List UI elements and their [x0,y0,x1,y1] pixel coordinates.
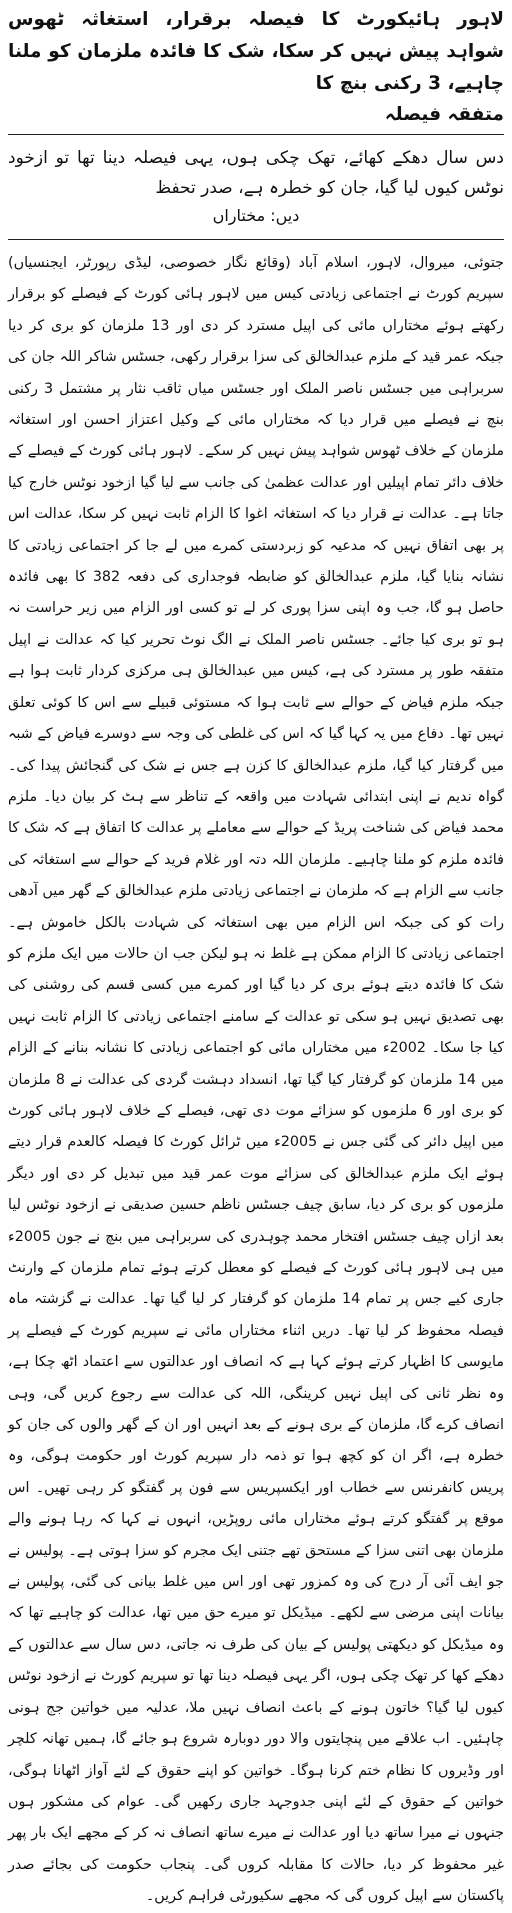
article-subheadline: دس سال دھکے کھائے، تھک چکی ہوں، یہی فیصلہ دینا تھا تو ازخود نوٹس کیوں لیا گیا، جان کو خطرہ ہے، صدر تحفظ [8,148,504,198]
article-headline-continuation: متفقہ فیصلہ [384,104,504,125]
article-subheadline-continuation: دیں: مختاراں [212,206,300,225]
headline-divider [8,134,504,135]
subheadline-divider [8,239,504,240]
article-headline: لاہور ہائیکورٹ کا فیصلہ برقرار، استغاثہ ٹھوس شواہد پیش نہیں کر سکا، شک کا فائدہ ملزمان کو ملنا چاہیے، 3 رکنی بنچ کا [8,9,504,94]
article-body: جتوئی، میروال، لاہور، اسلام آباد (وقائع نگار خصوصی، لیڈی رپورٹر، ایجنسیاں) سپریم کورٹ نے اجتماعی زیادتی کیس میں لاہور ہائی کورٹ کے فیصلے کو برقرار رکھتے ہوئے مختاراں مائی کی اپیل مسترد کر دی اور 13 ملزمان کو بری کر دیا جبکہ عمر قید کے ملزم عبدالخالق کی سزا برقرار رکھی، جسٹس شاکر اللہ جان کی سربراہی میں جسٹس ناصر الملک اور جسٹس میاں ثاقب نثار پر مشتمل 3 رکنی بنچ نے فیصلے میں قرار دیا کہ مختاراں مائی کے وکیل اعتزاز احسن اور استغاثہ ملزمان کے خلاف ٹھوس شواہد پیش نہیں کر سکے۔ لاہور ہائی کورٹ کے فیصلے کے خلاف دائر تمام اپیلیں اور عدالت عظمیٰ کی جانب سے لیا گیا ازخود نوٹس خارج کیا جاتا ہے۔ عدالت نے قرار دیا کہ استغاثہ اغوا کا الزام ثابت نہیں کر سکا، عدالت اس پر بھی اتفاق نہیں کہ مدعیہ کو زبردستی کمرے میں لے جا کر اجتماعی زیادتی کا نشانہ بنایا گیا، ملزم عبدالخالق کو ضابطہ فوجداری کی دفعہ 382 کا بھی فائدہ حاصل ہو گا، جب وہ اپنی سزا پوری کر لے تو کسی اور الزام میں زیر حراست نہ ہو تو بری کیا جائے۔ جسٹس ناصر الملک نے الگ نوٹ تحریر کیا کہ عدالت نے اپیل متفقہ طور پر مسترد کی ہے، کیس میں عبدالخالق ہی مرکزی کردار ثابت ہوا ہے جبکہ ملزم فیاض کے حوالے سے ثابت ہوا کہ مستوئی قبیلے سے اس کا کوئی تعلق نہیں تھا۔ دفاع میں یہ کہا گیا کہ اس کی غلطی کی وجہ سے دوسرے فیاض کے شبہ میں گرفتار کیا گیا، ملزم عبدالخالق کا کزن ہے جس نے شک کی گنجائش پیدا کی۔ گواہ ندیم نے اپنی ابتدائی شہادت میں واقعہ کے تناظر سے ہٹ کر بیان دیا۔ ملزم محمد فیاض کی شناخت پریڈ کے حوالے سے معاملے پر عدالت کا اتفاق ہے کہ شک کا فائدہ ملزم کو ملنا چاہیے۔ ملزمان اللہ دتہ اور غلام فرید کے حوالے سے استغاثہ کی جانب سے الزام ہے کہ ملزمان نے اجتماعی زیادتی ملزم عبدالخالق کے گھر میں آدھی رات کو کی جبکہ اس الزام میں بھی استغاثہ کی شہادت بالکل خاموش ہے۔ اجتماعی زیادتی کا الزام ممکن ہے غلط نہ ہو لیکن جب ان حالات میں ایک ملزم کو شک کا فائدہ دیتے ہوئے بری کر دیا گیا اور کمرے میں کسی قسم کی روشنی کی بھی تصدیق نہیں ہو سکی تو عدالت کے سامنے اجتماعی زیادتی کا الزام ثابت نہیں کیا جا سکا۔ 2002ء میں مختاراں مائی کو اجتماعی زیادتی کا نشانہ بنانے کے الزام میں 14 ملزمان کو گرفتار کیا گیا تھا، انسداد دہشت گردی کی عدالت نے 8 ملزمان کو بری اور 6 ملزموں کو سزائے موت دی تھی، فیصلے کے خلاف لاہور ہائی کورٹ میں اپیل دائر کی گئی جس نے 2005ء میں ٹرائل کورٹ کا فیصلہ کالعدم قرار دیتے ہوئے ایک ملزم عبدالخالق کی سزائے موت عمر قید میں تبدیل کر دی اور دیگر ملزموں کو بری کر دیا، سابق چیف جسٹس ناظم حسین صدیقی نے ازخود نوٹس لیا بعد ازاں چیف جسٹس افتخار محمد چوہدری کی سربراہی میں بنچ نے جون 2005ء میں ہی لاہور ہائی کورٹ کے فیصلے کو معطل کرتے ہوئے تمام ملزمان کے وارنٹ جاری کیے جس پر تمام 14 ملزمان کو گرفتار کر لیا گیا تھا۔ عدالت نے گزشتہ ماہ فیصلہ محفوظ کر لیا تھا۔ دریں اثناء مختاراں مائی نے سپریم کورٹ کے فیصلے پر مایوسی کا اظہار کرتے ہوئے کہا ہے کہ انصاف اور عدالتوں سے اعتماد اٹھ چکا ہے، وہ نظر ثانی کی اپیل نہیں کرینگی، اللہ کی عدالت سے رجوع کریں گی، وہی انصاف کرے گا، ملزمان کے بری ہونے کے بعد انہیں اور ان کے گھر والوں کی جان کو خطرہ ہے، اگر ان کو کچھ ہوا تو ذمہ دار سپریم کورٹ اور حکومت ہوگی، وہ پریس کانفرنس سے خطاب اور ایکسپریس سے فون پر گفتگو کر رہی تھیں۔ اس موقع پر گفتگو کرتے ہوئے مختاراں مائی روپڑیں، انہوں نے کہا کہ رہا ہونے والے ملزمان بھی اتنی سزا کے مستحق تھے جتنی ایک مجرم کو سزا ہوتی ہے۔ پولیس نے جو ایف آئی آر درج کی وہ کمزور تھی اور اس میں غلط بیانی کی گئی، پولیس نے بیانات اپنی مرضی سے لکھے۔ میڈیکل تو میرے حق میں تھا، عدالت کو چاہیے تھا کہ وہ میڈیکل کو دیکھتی پولیس کے بیان کی طرف نہ جاتی، دس سال سے عدالتوں کے دھکے کھا کر تھک چکی ہوں، اگر یہی فیصلہ دینا تھا تو سپریم کورٹ نے ازخود نوٹس کیوں لیا گیا؟ خاتون ہونے کے باعث انصاف نہیں ملا، عدلیہ میں خواتین جج ہونی چاہئیں۔ اب علاقے میں پنچایتوں والا دور دوبارہ شروع ہو جائے گا، ہمیں تھانہ کلچر اور وڈیروں کا نظام ختم کرنا ہوگا۔ خواتین کو اپنے حقوق کے لئے آواز اٹھانا ہوگی، خواتین کے حقوق کے لئے اپنی جدوجہد جاری رکھیں گی۔ عوام کی مشکور ہوں جنہوں نے میرا ساتھ دیا اور عدالت نے میرے ساتھ انصاف نہ کر کے مجھے ایک بار پھر غیر محفوظ کر دیا، حالات کا مقابلہ کروں گی۔ پنجاب حکومت کی بجائے صدر پاکستان سے اپیل کروں گی کہ مجھے سکیورٹی فراہم کریں۔ [8,255,505,1905]
